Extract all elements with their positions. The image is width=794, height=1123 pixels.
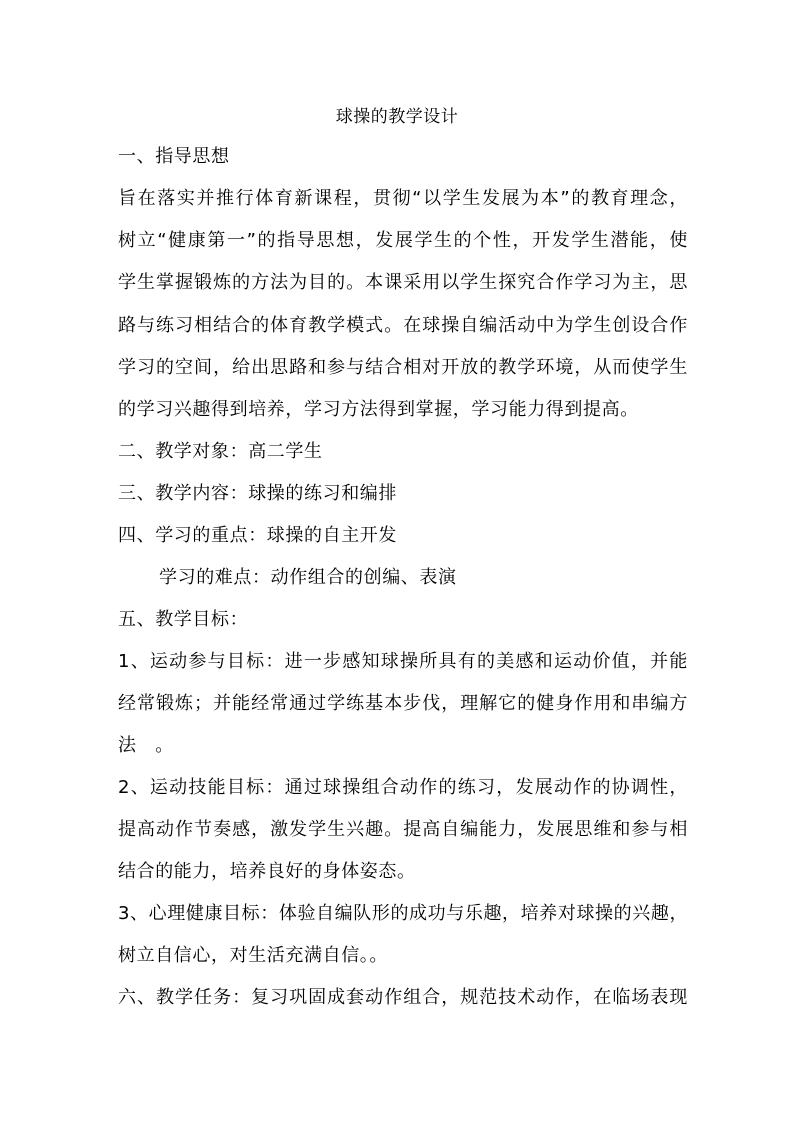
paragraph-line: 学生掌握锻炼的方法为目的。本课采用以学生探究合作学习为主，思 — [118, 272, 688, 293]
paragraph-line: 学习的空间，给出思路和参与结合相对开放的教学环境，从而使学生 — [118, 357, 688, 378]
difficult-points-line: 学习的难点：动作组合的创编、表演 — [159, 567, 457, 588]
goal-line: 树立自信心，对生活充满自信。。 — [118, 945, 388, 966]
paragraph-line: 的学习兴趣得到培养，学习方法得到掌握，学习能力得到提高。 — [118, 399, 639, 420]
goal-line: 法 。 — [118, 735, 174, 756]
paragraph-line: 旨在落实并推行体育新课程，贯彻“以学生发展为本”的教育理念， — [118, 188, 688, 209]
goal-line: 3、心理健康目标：体验自编队形的成功与乐趣，培养对球操的兴趣， — [118, 903, 689, 924]
goal-line: 结合的能力，培养良好的身体姿态。 — [118, 861, 416, 882]
document-title: 球操的教学设计 — [335, 107, 459, 127]
paragraph-line: 树立“健康第一”的指导思想，发展学生的个性，开发学生潜能，使 — [118, 230, 688, 251]
goal-line: 1、运动参与目标：进一步感知球操所具有的美感和运动价值，并能 — [118, 651, 688, 672]
section-heading-teaching-object: 二、教学对象：高二学生 — [118, 441, 323, 462]
section-heading-teaching-goals: 五、教学目标： — [118, 609, 249, 630]
section-heading-teaching-content: 三、教学内容：球操的练习和编排 — [118, 483, 397, 504]
section-heading-key-points: 四、学习的重点：球操的自主开发 — [118, 525, 397, 546]
paragraph-line: 路与练习相结合的体育教学模式。在球操自编活动中为学生创设合作 — [118, 315, 688, 336]
goal-line: 经常锻炼；并能经常通过学练基本步伐，理解它的健身作用和串编方 — [118, 693, 688, 714]
goal-line: 提高动作节奏感，激发学生兴趣。提高自编能力，发展思维和参与相 — [118, 819, 688, 840]
section-heading-guiding-thought: 一、指导思想 — [118, 146, 230, 167]
section-heading-teaching-tasks: 六、教学任务：复习巩固成套动作组合，规范技术动作，在临场表现 — [118, 987, 688, 1008]
goal-line: 2、运动技能目标：通过球操组合动作的练习，发展动作的协调性， — [118, 777, 688, 798]
